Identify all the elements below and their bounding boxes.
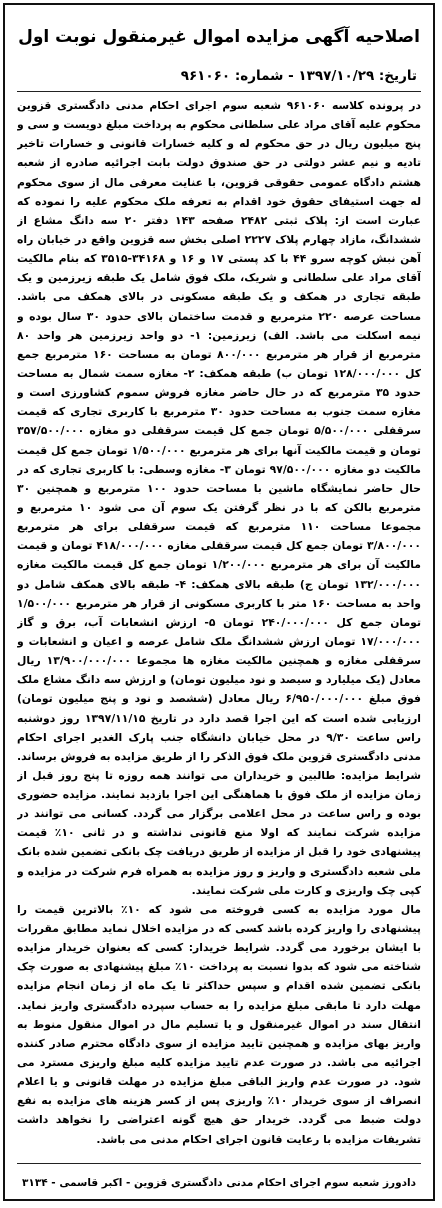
header-divider	[17, 91, 421, 92]
notice-body	[17, 96, 421, 1159]
notice-signature: دادورز شعبه سوم اجرای احکام مدنی دادگستری قزوین - اکبر قاسمی - ۳۱۳۴	[22, 1177, 416, 1189]
footer-divider	[17, 1163, 421, 1164]
notice-frame	[3, 3, 435, 1201]
notice-paragraph-1: در پرونده کلاسه ۹۶۱۰۶۰ شعبه سوم اجرای احکام مدنی دادگستری قزوین محکوم علیه آقای مراد علی سلطانی محکوم به پرداخت مبلغ دویست و سی و پنج میلیون ریال در حق محکوم له و کلیه خسارات قانونی و خسارات تاخیر تادیه و نیم عشر دولتی در حق صندوق دولت بابت اجرائیه صادره از شعبه هشتم دادگاه عمومی حقوقی قزوین، با عنایت معرفی مال از سوی محکوم له جهت استیفای حقوق خود اقدام به تعرفه ملک محکوم علیه را نموده که عبارت است از: پلاک ثبتی ۲۴۸۲ صفحه ۱۴۳ دفتر ۲۰ سه دانگ مشاع از ششدانگ، مازاد چهارم پلاک ۲۲۲۷ اصلی بخش سه قزوین واقع در خیابان راه آهن نبش کوچه سرو ۴۴ با کد پستی ۱۷ و ۱۶ و ۳۴۱۶۸-۳۵۱۵ که بنام مالکیت آقای مراد علی سلطانی و شریک، ملک فوق شامل یک طبقه زیرزمین و یک طبقه تجاری در همکف و یک طبقه مسکونی در بالای همکف می باشد. مساحت عرصه ۲۲۰ مترمربع و قدمت ساختمان بالای حدود ۳۰ سال بوده و نیمه اسکلت می باشد. الف) زیرزمین: ۱- دو واحد زیرزمین هر واحد ۸۰ مترمربع از قرار هر مترمربع ۸۰۰/۰۰۰ تومان به مساحت ۱۶۰ مترمربع جمع کل ۱۲۸/۰۰۰/۰۰۰ تومان ب) طبقه همکف: ۲- مغازه سمت شمال به مساحت حدود ۳۵ مترمربع که در حال حاضر مغازه فروش سموم کشاورزی است و مغازه سمت جنوب به مساحت حدود ۳۰ مترمربع با کاربری تجاری که قیمت سرقفلی ۵/۵۰۰/۰۰۰ تومان جمع کل قیمت سرقفلی دو مغازه ۳۵۷/۵۰۰/۰۰۰ تومان و قیمت مالکیت آنها برای هر مترمربع ۱/۵۰۰/۰۰۰ تومان جمع کل قیمت مالکیت دو مغازه ۹۷/۵۰۰/۰۰۰ تومان ۳- مغازه وسطی: با کاربری تجاری که در حال حاضر نمایشگاه ماشین با مساحت حدود ۱۰۰ مترمربع و همچنین ۳۰ مترمربع بالکن که با در نظر گرفتن یک سوم آن می شود ۱۰ مترمربع و مجموعا مساحت ۱۱۰ مترمربع که قیمت سرقفلی برای هر مترمربع ۳/۸۰۰/۰۰۰ تومان جمع کل قیمت سرقفلی مغازه ۴۱۸/۰۰۰/۰۰۰ تومان و قیمت مالکیت آن برای هر مترمربع ۱/۲۰۰/۰۰۰ تومان جمع کل قیمت مالکیت مغازه ۱۳۲/۰۰۰/۰۰۰ تومان ج) طبقه بالای همکف: ۴- طبقه بالای همکف شامل دو واحد به مساحت ۱۶۰ متر با کاربری مسکونی از قرار هر مترمربع ۱/۵۰۰/۰۰۰ تومان جمع کل ۲۴۰/۰۰۰/۰۰۰ تومان ۵- ارزش انشعابات آب، برق و گاز ۱۷/۰۰۰/۰۰۰ تومان ارزش ششدانگ ملک شامل عرصه و اعیان و انشعابات و سرقفلی مغازه و همچنین مالکیت مغازه ها مجموعا ۱۳/۹۰۰/۰۰۰/۰۰۰ ریال معادل (یک میلیارد و سیصد و نود میلیون تومان) و ارزش سه دانگ مشاع ملک فوق مبلغ ۶/۹۵۰/۰۰۰/۰۰۰ ریال معادل (ششصد و نود و پنج میلیون تومان) ارزیابی شده است که این اجرا قصد دارد در تاریخ ۱۳۹۷/۱۱/۱۵ روز دوشنبه راس ساعت ۹/۳۰ در محل خیابان دانشگاه جنب پارک الغدیر اجرای احکام مدنی دادگستری قزوین ملک فوق الذکر را از طریق مزایده به فروش برساند. شرایط مزایده: طالبین و خریداران می توانند همه روزه تا پنج روز قبل از زمان مزایده از ملک فوق با هماهنگی این اجرا بازدید نمایند. مزایده حضوری بوده و راس ساعت در محل اعلامی برگزار می گردد. کسانی می توانند در مزایده شرکت نمایند که اولا منع قانونی نداشته و در ثانی ۱۰٪ قیمت پیشنهادی خود را قبل از مزایده از طریق دریافت چک بانکی تضمین شده بانک ملی شعبه دادگستری و واریز و روز مزایده به همراه فرم شرکت در مزایده و کپی چک واریزی و کارت ملی شرکت نمایند.	[17, 99, 421, 897]
notice-title: اصلاحیه آگهی مزایده اموال غیرمنقول نوبت اول	[18, 27, 420, 47]
notice-paragraph-2: مال مورد مزایده به کسی فروخته می شود که ۱۰٪ بالاترین قیمت را پیشنهادی را واریز کرده باشد کسی که در مزایده اخلال نماید مطابق مقررات با ایشان برخورد می گردد. شرایط خریدار: کسی که بعنوان خریدار مزایده شناخته می شود که بدوا نسبت به پرداخت ۱۰٪ مبلغ پیشنهادی به صورت چک بانکی تضمین شده اقدام و سپس حداکثر تا یک ماه از زمان انجام مزایده مهلت دارد تا مابقی مبلغ مزایده را به حساب سپرده دادگستری واریز نماید. انتقال سند در اموال غیرمنقول و یا تسلیم مال در اموال منقول منوط به واریز بهای مزایده و همچنین تایید مزایده از سوی دادگاه محترم صادر کننده اجرائیه می باشد. در صورت عدم تایید مزایده کلیه مبلغ واریزی مسترد می شود. در صورت عدم واریز الباقی مبلغ مزایده در مهلت قانونی و یا اعلام انصراف از سوی خریدار ۱۰٪ واریزی پس از کسر هزینه های مزایده به نفع دولت ضبط می گردد. خریدار حق هیچ گونه اعتراضی را نخواهد داشت تشریفات مزایده با رعایت قانون اجرای احکام مدنی می باشد.	[17, 902, 421, 1146]
notice-date-number: تاریخ: ۱۳۹۷/۱۰/۲۹ - شماره: ۹۶۱۰۶۰	[180, 68, 417, 84]
